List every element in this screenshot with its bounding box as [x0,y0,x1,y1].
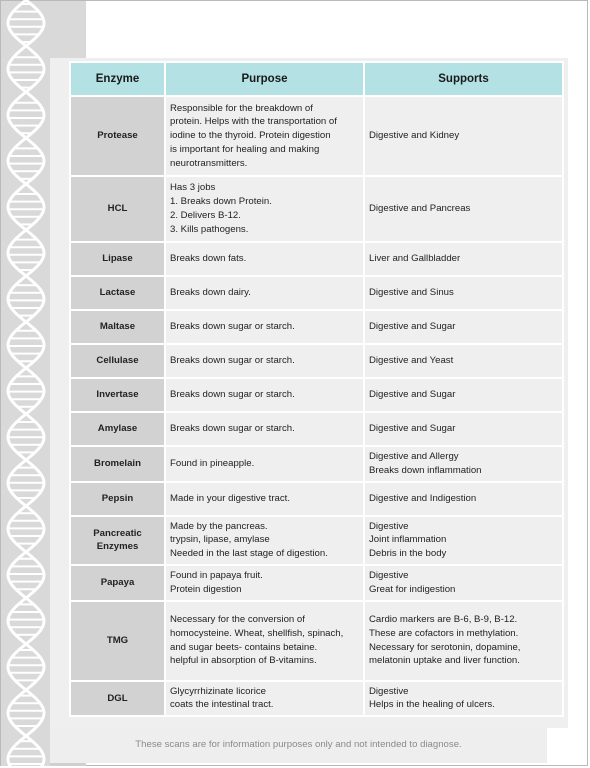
purpose-cell: Has 3 jobs 1. Breaks down Protein. 2. Delivers B-12. 3. Kills pathogens. [165,176,364,242]
enzyme-name-cell: Lactase [70,276,165,310]
supports-cell: Digestive and Pancreas [364,176,563,242]
purpose-cell: Necessary for the conversion of homocysteine. Wheat, shellfish, spinach, and sugar beets- contains betaine. helpful in absorption of B-vitamins. [165,601,364,681]
table-row [70,601,563,681]
supports-cell: Digestive and Kidney [364,96,563,176]
enzyme-name-cell: Maltase [70,310,165,344]
purpose-cell: Responsible for the breakdown of protein. Helps with the transportation of iodine to the thyroid. Protein digestion is important for healing and making neurotransmitters. [165,96,364,176]
purpose-cell: Breaks down sugar or starch. [165,310,364,344]
supports-cell: Digestive and Allergy Breaks down inflammation [364,446,563,482]
supports-cell: Digestive and Yeast [364,344,563,378]
enzyme-name-cell: Bromelain [70,446,165,482]
table-row [70,344,563,378]
purpose-cell: Glycyrrhizinate licorice coats the intestinal tract. [165,681,364,717]
enzyme-name-cell: Protease [70,96,165,176]
purpose-cell: Breaks down sugar or starch. [165,378,364,412]
enzyme-name-cell: Cellulase [70,344,165,378]
table-row [70,96,563,176]
table-row [70,242,563,276]
supports-cell: Digestive Great for indigestion [364,565,563,601]
table-row [70,681,563,717]
table-row [70,176,563,242]
enzyme-name-cell: TMG [70,601,165,681]
enzyme-name-cell: Papaya [70,565,165,601]
disclaimer-footer: These scans are for information purposes only and not intended to diagnose. [50,727,547,763]
enzyme-name-cell: Lipase [70,242,165,276]
purpose-cell: Made by the pancreas. trypsin, lipase, amylase Needed in the last stage of digestion. [165,516,364,565]
supports-cell: Cardio markers are B-6, B-9, B-12. These are cofactors in methylation. Necessary for serotonin, dopamine, melatonin uptake and liver function. [364,601,563,681]
enzyme-name-cell: Invertase [70,378,165,412]
purpose-cell: Found in pineapple. [165,446,364,482]
enzyme-name-cell: HCL [70,176,165,242]
supports-cell: Digestive Helps in the healing of ulcers. [364,681,563,717]
enzyme-name-cell: Pepsin [70,482,165,516]
purpose-cell: Found in papaya fruit. Protein digestion [165,565,364,601]
table-row [70,412,563,446]
supports-cell: Digestive Joint inflammation Debris in the body [364,516,563,565]
table-row [70,565,563,601]
table-row [70,482,563,516]
supports-cell: Digestive and Sugar [364,412,563,446]
table-row [70,378,563,412]
table-row [70,516,563,565]
dna-helix-icon [4,0,54,768]
table-row [70,310,563,344]
purpose-cell: Made in your digestive tract. [165,482,364,516]
supports-cell: Digestive and Sugar [364,310,563,344]
enzyme-name-cell: Pancreatic Enzymes [70,516,165,565]
table-row [70,446,563,482]
table-body [70,96,563,716]
supports-cell: Digestive and Sinus [364,276,563,310]
enzyme-table [69,61,564,717]
table-row [70,276,563,310]
purpose-cell: Breaks down sugar or starch. [165,412,364,446]
purpose-cell: Breaks down sugar or starch. [165,344,364,378]
enzyme-name-cell: Amylase [70,412,165,446]
purpose-cell: Breaks down dairy. [165,276,364,310]
table-header-row [70,62,563,96]
purpose-cell: Breaks down fats. [165,242,364,276]
enzyme-name-cell: DGL [70,681,165,717]
supports-cell: Liver and Gallbladder [364,242,563,276]
header-enzyme: Enzyme [70,62,165,96]
header-purpose: Purpose [165,62,364,96]
header-supports: Supports [364,62,563,96]
supports-cell: Digestive and Indigestion [364,482,563,516]
supports-cell: Digestive and Sugar [364,378,563,412]
